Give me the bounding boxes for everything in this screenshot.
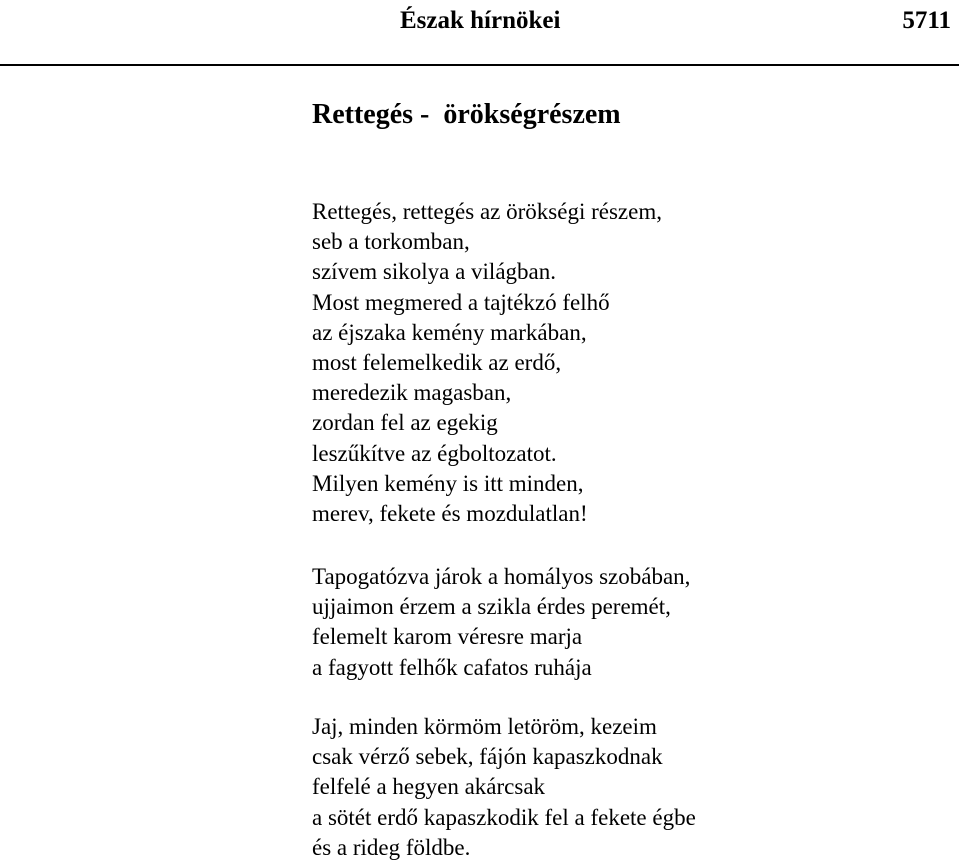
poem-line: az éjszaka kemény markában,	[312, 319, 587, 345]
poem-line: és a rideg földbe.	[312, 834, 471, 860]
poem-line: szívem sikolya a világban.	[312, 259, 556, 285]
poem-line: Most megmered a tajtékzó felhő	[312, 289, 610, 315]
book-title: Észak hírnökei	[400, 7, 561, 34]
poem-line: csak vérző sebek, fájón kapaszkodnak	[312, 744, 663, 770]
poem-line: Jaj, minden körmöm letöröm, kezeim	[312, 714, 657, 739]
poem-line: leszűkítve az égboltozatot.	[312, 440, 557, 466]
stanza-3	[312, 712, 696, 863]
poem-line: ujjaimon érzem a szikla érdes peremét,	[312, 594, 671, 620]
poem-title: Rettegés - örökségrészem	[312, 99, 621, 130]
header-rule	[0, 64, 959, 66]
poem-line: meredezik magasban,	[312, 380, 512, 406]
poem-line: a sötét erdő kapaszkodik fel a fekete égbe	[312, 804, 696, 830]
poem-line: felfelé a hegyen akárcsak	[312, 774, 546, 800]
page-number: 5711	[902, 7, 951, 34]
poem-line: seb a torkomban,	[312, 229, 470, 255]
poem-line: Milyen kemény is itt minden,	[312, 470, 584, 496]
page-header	[0, 0, 959, 40]
poem-line: a fagyott felhők cafatos ruhája	[312, 654, 592, 680]
poem-line: felemelt karom véresre marja	[312, 624, 583, 650]
poem-line: merev, fekete és mozdulatlan!	[312, 500, 588, 526]
poem-line: most felemelkedik az erdő,	[312, 349, 562, 375]
poem-line: Tapogatózva járok a homályos szobában,	[312, 564, 691, 589]
stanza-1	[312, 197, 662, 529]
poem-line: zordan fel az egekig	[312, 410, 498, 436]
stanza-2	[312, 562, 690, 683]
poem-line: Rettegés, rettegés az örökségi részem,	[312, 199, 662, 224]
